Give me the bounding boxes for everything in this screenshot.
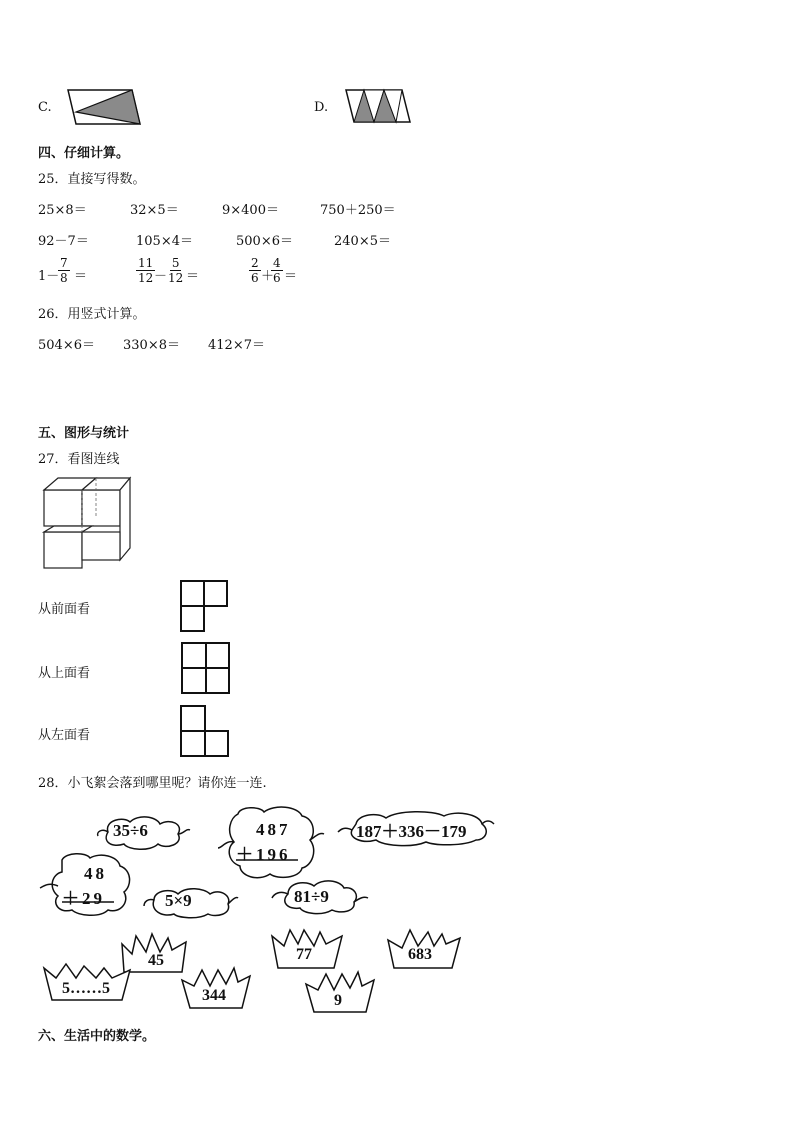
- view-label-left: 从左面看: [38, 728, 91, 743]
- fraction-equals: ＝: [284, 269, 298, 284]
- q25-title: 25．直接写得数。: [38, 172, 146, 187]
- option-c-label: C.: [38, 100, 52, 115]
- fraction: [136, 256, 155, 285]
- fraction-equals: ＝: [74, 269, 88, 284]
- fraction: [58, 256, 70, 285]
- fraction: [249, 256, 261, 285]
- cube-stack-figure: [40, 476, 132, 572]
- q26-item: 504×6＝: [38, 338, 95, 353]
- fraction-denominator: 12: [138, 271, 154, 285]
- grass-answer: 344: [202, 987, 226, 1004]
- q25-item: 500×6＝: [236, 234, 293, 249]
- cloud-expression: 5×9: [165, 891, 192, 910]
- fraction-operator: －: [154, 269, 168, 284]
- q26-item: 330×8＝: [123, 338, 180, 353]
- view-label-front: 从前面看: [38, 602, 91, 617]
- front-view-shape: [180, 580, 230, 634]
- cloud-expression: ＋29: [62, 889, 105, 908]
- q25-item: 32×5＝: [130, 203, 179, 218]
- fraction-numerator: 11: [138, 256, 154, 270]
- grass-answer: 45: [148, 952, 164, 969]
- fraction-denominator: 8: [60, 271, 68, 285]
- cloud-expression: 35÷6: [113, 821, 148, 840]
- fraction-numerator: 2: [251, 256, 259, 270]
- view-label-top: 从上面看: [38, 666, 91, 681]
- fraction-equals: ＝: [186, 269, 200, 284]
- fraction-operator: ＋: [261, 269, 275, 284]
- fraction-denominator: 12: [168, 271, 184, 285]
- q25-item: 750＋250＝: [320, 203, 396, 218]
- fraction-prefix: 1－: [38, 269, 60, 284]
- q25-item: 92－7＝: [38, 234, 89, 249]
- option-c-figure: [62, 86, 142, 128]
- section-4-heading: 四、仔细计算。: [38, 146, 130, 161]
- grass-answer: 683: [408, 946, 432, 963]
- grass-answer: 5……5: [62, 980, 110, 997]
- section-5-heading: 五、图形与统计: [38, 426, 130, 441]
- fraction-denominator: 6: [251, 271, 259, 285]
- fraction: [271, 256, 283, 285]
- section-6-heading: 六、生活中的数学。: [38, 1029, 156, 1044]
- option-d-figure: [342, 86, 414, 126]
- option-d-label: D.: [314, 100, 329, 115]
- cloud-expression: 48: [84, 864, 107, 883]
- top-view-shape: [181, 642, 231, 696]
- q25-item: 105×4＝: [136, 234, 193, 249]
- fraction-numerator: 4: [273, 256, 281, 270]
- q26-item: 412×7＝: [208, 338, 265, 353]
- q28-title: 28．小飞絮会落到哪里呢？请你连一连.: [38, 776, 267, 791]
- fraction: [166, 256, 185, 285]
- left-view-shape: [180, 705, 230, 759]
- q27-title: 27．看图连线: [38, 452, 120, 467]
- q26-title: 26．用竖式计算。: [38, 307, 146, 322]
- cloud-expression: 187＋336－179: [356, 822, 467, 841]
- grass-answer: 77: [296, 946, 312, 963]
- cloud-expression: ＋196: [236, 845, 291, 864]
- fraction-numerator: 5: [171, 256, 180, 270]
- q25-item: 25×8＝: [38, 203, 87, 218]
- fraction-denominator: 6: [273, 271, 281, 285]
- cloud-expression: 487: [256, 820, 291, 839]
- grass-answer: 9: [334, 992, 342, 1009]
- fraction-numerator: 7: [60, 256, 68, 270]
- q25-item: 240×5＝: [334, 234, 391, 249]
- q25-item: 9×400＝: [222, 203, 279, 218]
- cloud-expression: 81÷9: [294, 887, 329, 906]
